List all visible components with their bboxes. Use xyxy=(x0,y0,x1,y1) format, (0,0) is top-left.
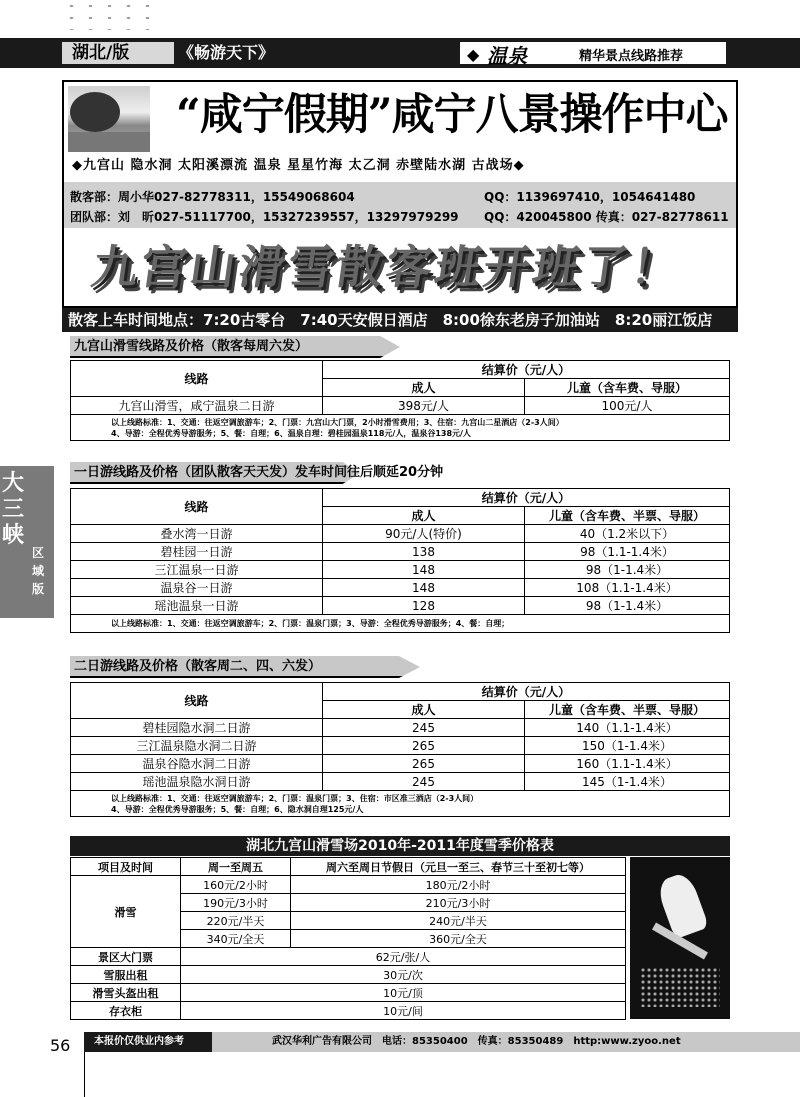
route-cell: 温泉谷隐水洞二日游 xyxy=(71,755,323,773)
region-label: 湖北/版 xyxy=(62,42,174,64)
col-header-child: 儿童（含车费、半票、导服） xyxy=(525,507,730,525)
route-cell: 碧桂园隐水洞二日游 xyxy=(71,719,323,737)
route-cell: 碧桂园一日游 xyxy=(71,543,323,561)
ski-route-table xyxy=(70,360,730,441)
item-cell: 存衣柜 xyxy=(71,1002,181,1020)
table-row xyxy=(71,755,730,773)
child-price-cell: 140（1.1-1.4米） xyxy=(525,719,730,737)
table-row xyxy=(71,719,730,737)
adult-price-cell: 398元/人 xyxy=(323,397,525,415)
brand-title: 温泉 xyxy=(487,44,527,68)
child-price-cell: 108（1.1-1.4米） xyxy=(525,579,730,597)
weekday-price-cell: 160元/2小时 xyxy=(181,876,291,894)
footer-publisher: 武汉华利广告有限公司 电话：85350400 传真：85350489 http:www.zyoo.net xyxy=(212,1032,800,1052)
column-label: 《畅游天下》 xyxy=(178,43,275,62)
table-row xyxy=(71,397,730,415)
child-price-cell: 160（1.1-1.4米） xyxy=(525,755,730,773)
route-notes xyxy=(71,615,730,633)
footer-disclaimer: 本报价仅供业内参考 xyxy=(94,1036,184,1047)
page-header xyxy=(0,38,800,68)
adult-price-cell: 148 xyxy=(323,579,525,597)
table-row xyxy=(71,597,730,615)
child-price-cell: 100元/人 xyxy=(525,397,730,415)
weekend-price-cell: 180元/2小时 xyxy=(291,876,626,894)
side-tab-subtitle: 区域版 xyxy=(32,546,45,596)
banner-title: “咸宁假期”咸宁八景操作中心 xyxy=(176,90,728,140)
adult-price-cell: 265 xyxy=(323,737,525,755)
child-price-cell: 150（1-1.4米） xyxy=(525,737,730,755)
item-cell: 雪服出租 xyxy=(71,966,181,984)
brand-subtitle: 精华景点线路推荐 xyxy=(579,49,684,64)
price-cell: 30元/次 xyxy=(181,966,626,984)
child-price-cell: 40（1.2米以下） xyxy=(525,525,730,543)
route-cell: 叠水湾一日游 xyxy=(71,525,323,543)
scenery-photo xyxy=(68,86,150,152)
side-tab-title: 大三峡 xyxy=(2,470,25,548)
adult-price-cell: 265 xyxy=(323,755,525,773)
col-header-item: 项目及时间 xyxy=(71,858,181,876)
price-cell: 10元/间 xyxy=(181,1002,626,1020)
child-price-cell: 98（1.1-1.4米） xyxy=(525,543,730,561)
note-line: 以上线路标准：1、交通：往返空调旅游车；2、门票：温泉门票；3、住宿：市区准三酒店（2-3人间） xyxy=(111,793,479,803)
adult-price-cell: 245 xyxy=(323,719,525,737)
ad-banner xyxy=(62,80,738,308)
col-header-price: 结算价（元/人） xyxy=(323,361,730,379)
table-row xyxy=(71,876,626,894)
route-cell: 三江温泉一日游 xyxy=(71,561,323,579)
item-cell: 滑雪头盔出租 xyxy=(71,984,181,1002)
page-number: 56 xyxy=(50,1036,71,1055)
route-cell: 温泉谷一日游 xyxy=(71,579,323,597)
adult-price-cell: 128 xyxy=(323,597,525,615)
col-header-route: 线路 xyxy=(71,489,323,525)
weekday-price-cell: 220元/半天 xyxy=(181,912,291,930)
note-line: 以上线路标准：1、交通：往返空调旅游车；2、门票：九宫山大门票，2小时滑雪费用；3、住宿：九宫山二星酒店（2-3人间） xyxy=(111,417,564,427)
table-row xyxy=(71,525,730,543)
col-header-child: 儿童（含车费、半票、导服） xyxy=(525,701,730,719)
section-title-two-day xyxy=(70,656,420,678)
item-cell: 景区大门票 xyxy=(71,948,181,966)
col-header-price: 结算价（元/人） xyxy=(323,489,730,507)
section-title-text: 九宫山滑雪线路及价格（散客每周六发） xyxy=(74,339,309,354)
divider xyxy=(84,1052,85,1097)
weekend-price-cell: 210元/3小时 xyxy=(291,894,626,912)
col-header-route: 线路 xyxy=(71,683,323,719)
table-row xyxy=(71,1002,626,1020)
price-cell: 10元/顶 xyxy=(181,984,626,1002)
contact-group: 团队部：刘 昕027-51117700，15327239557，13297979299 xyxy=(70,210,459,224)
route-cell: 瑶池温泉一日游 xyxy=(71,597,323,615)
spots-list: ◆九宫山 隐水洞 太阳溪漂流 温泉 星星竹海 太乙洞 赤壁陆水湖 古战场◆ xyxy=(72,158,525,173)
page-footer xyxy=(84,1032,800,1052)
contact-group-qq: QQ：420045800 传真：027-82778611 xyxy=(484,210,729,224)
snowboarder-photo xyxy=(630,857,730,1019)
section-title-ski-route xyxy=(70,336,400,358)
col-header-weekday: 周一至周五 xyxy=(181,858,291,876)
table-row xyxy=(71,966,626,984)
slogan: 九宫山滑雪散客班开班了！ xyxy=(88,240,684,294)
weekend-price-cell: 240元/半天 xyxy=(291,912,626,930)
contact-box xyxy=(64,182,736,228)
brand-box xyxy=(460,42,726,68)
note-line: 以上线路标准：1、交通：往返空调旅游车；2、门票：温泉门票；3、导游：全程优秀导游服务；4、餐：自理； xyxy=(111,619,510,628)
section-title-text: 一日游线路及价格（团队散客天天发）发车时间往后顺延20分钟 xyxy=(74,465,444,480)
table-row xyxy=(71,561,730,579)
col-header-child: 儿童（含车费、导服） xyxy=(525,379,730,397)
note-line: 4、导游：全程优秀导游服务；5、餐：自理；6、隐水洞自理125元/人 xyxy=(111,804,364,814)
ski-price-table xyxy=(70,857,626,1020)
adult-price-cell: 148 xyxy=(323,561,525,579)
decorative-dots xyxy=(62,0,162,30)
bus-schedule: 散客上车时间地点：7:20古零台 7:40天安假日酒店 8:00徐东老房子加油站 8:20丽江饭店 xyxy=(62,308,738,332)
table-row xyxy=(71,579,730,597)
ski-label-cell: 滑雪 xyxy=(71,876,181,948)
route-cell: 三江温泉隐水洞二日游 xyxy=(71,737,323,755)
adult-price-cell: 245 xyxy=(323,773,525,791)
col-header-adult: 成人 xyxy=(323,507,525,525)
route-notes xyxy=(71,791,730,817)
day-trip-table xyxy=(70,488,730,633)
child-price-cell: 98（1-1.4米） xyxy=(525,561,730,579)
side-tab xyxy=(0,466,54,618)
col-header-weekend: 周六至周日节假日（元旦一至三、春节三十至初七等） xyxy=(291,858,626,876)
note-line: 4、导游：全程优秀导游服务；5、餐：自理；6、温泉自理：碧桂园温泉118元/人，温泉谷138元/人 xyxy=(111,428,471,438)
adult-price-cell: 90元/人(特价) xyxy=(323,525,525,543)
adult-price-cell: 138 xyxy=(323,543,525,561)
table-row xyxy=(71,773,730,791)
table-row xyxy=(71,984,626,1002)
diamond-icon: ◆ xyxy=(467,45,480,64)
price-cell: 62元/张/人 xyxy=(181,948,626,966)
col-header-price: 结算价（元/人） xyxy=(323,683,730,701)
weekday-price-cell: 190元/3小时 xyxy=(181,894,291,912)
table-row xyxy=(71,948,626,966)
route-notes xyxy=(71,415,730,441)
weekend-price-cell: 360元/全天 xyxy=(291,930,626,948)
ski-price-title: 湖北九宫山滑雪场2010年-2011年度雪季价格表 xyxy=(70,836,730,856)
contact-retail: 散客部：周小华027-82778311，15549068604 xyxy=(70,190,355,204)
section-title-day-trip xyxy=(70,462,570,484)
two-day-table xyxy=(70,682,730,817)
route-cell: 瑶池温泉隐水洞日游 xyxy=(71,773,323,791)
table-row xyxy=(71,543,730,561)
table-row xyxy=(71,737,730,755)
col-header-adult: 成人 xyxy=(323,701,525,719)
section-title-text: 二日游线路及价格（散客周二、四、六发） xyxy=(74,659,322,674)
contact-retail-qq: QQ：1139697410，1054641480 xyxy=(484,190,696,204)
col-header-route: 线路 xyxy=(71,361,323,397)
weekday-price-cell: 340元/全天 xyxy=(181,930,291,948)
child-price-cell: 145（1-1.4米） xyxy=(525,773,730,791)
child-price-cell: 98（1-1.4米） xyxy=(525,597,730,615)
col-header-adult: 成人 xyxy=(323,379,525,397)
route-cell: 九宫山滑雪，咸宁温泉二日游 xyxy=(71,397,323,415)
